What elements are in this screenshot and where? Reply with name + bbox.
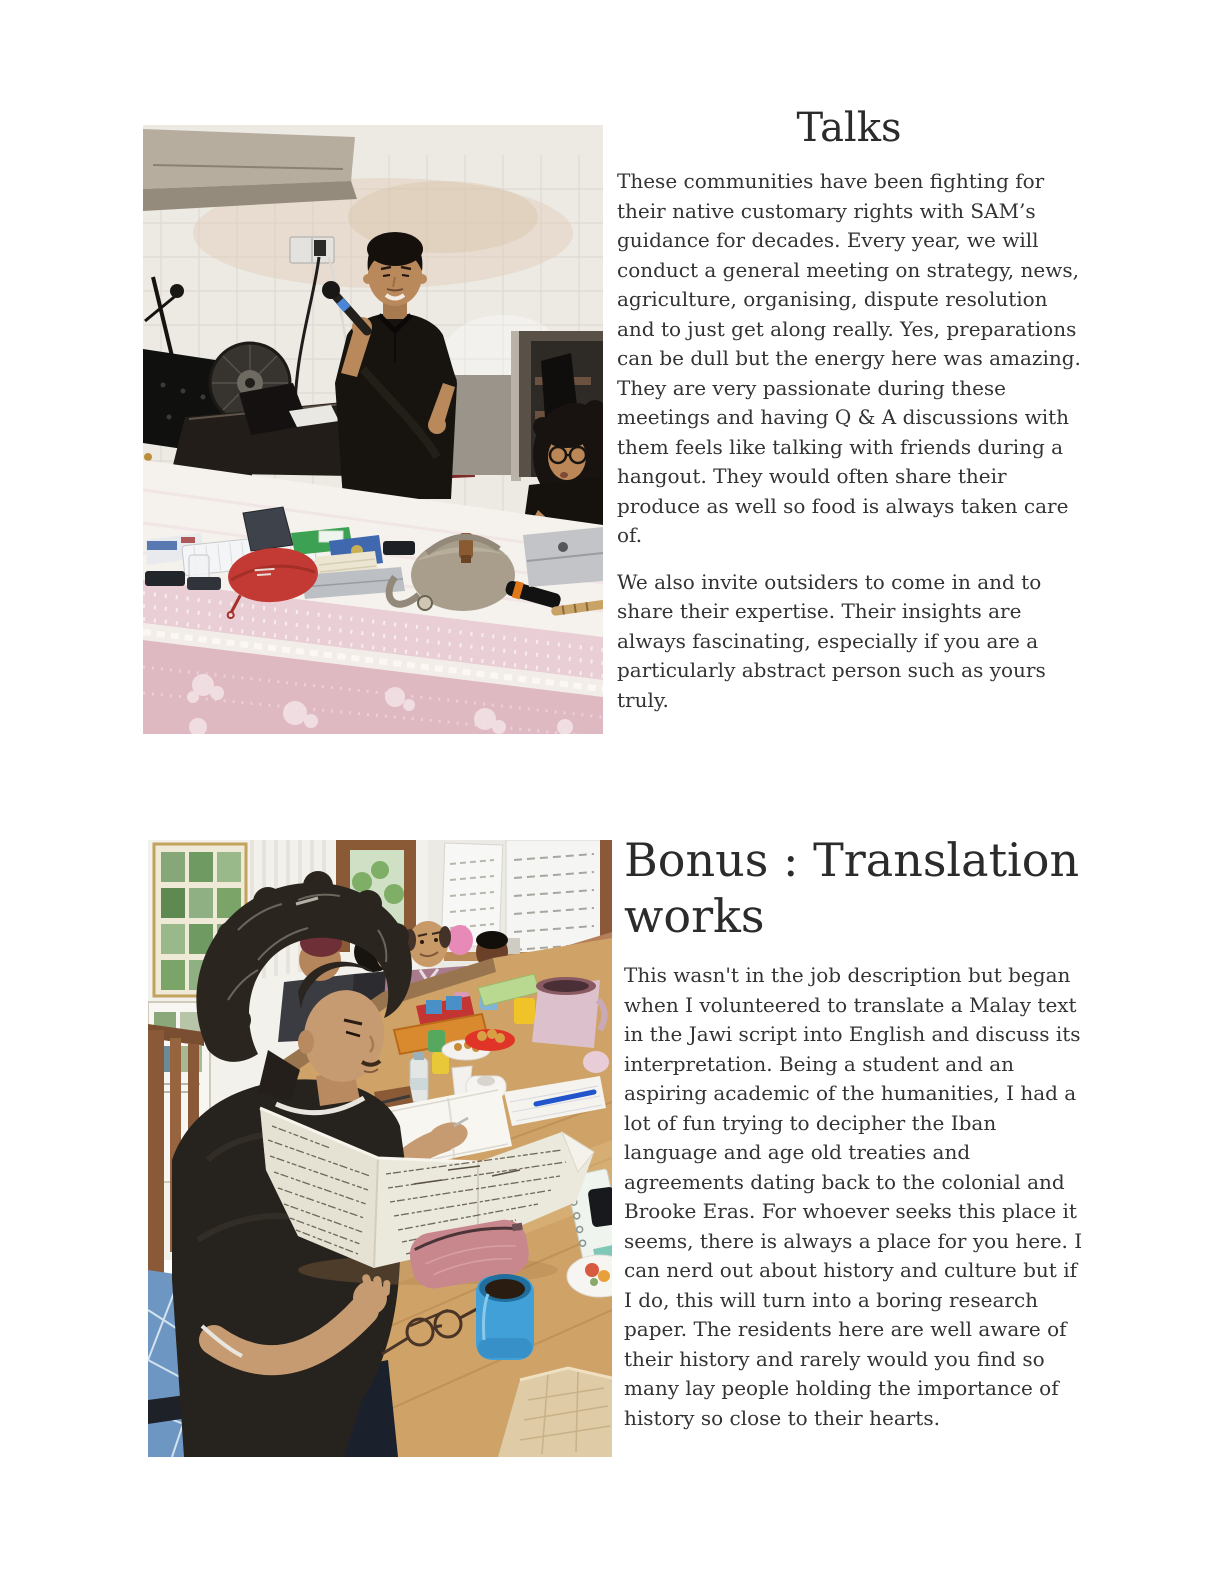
- talks-photo: [143, 125, 603, 734]
- talks-paragraph-2: We also invite outsiders to come in and to share their expertise. Their insights are always fascinating, especially if you are a particularly abstract person such as yours truly.: [617, 569, 1046, 712]
- bonus-text-column: [624, 832, 1086, 1450]
- black-phone: [383, 541, 415, 555]
- microphone-blue-band: [340, 301, 347, 309]
- coffee: [485, 1279, 525, 1299]
- pink-jug: [532, 977, 605, 1048]
- talks-paragraph-1: These communities have been fighting for their native customary rights with SAM’s guidance for decades. Every year, we will conduct a general meeting on strategy, news, agriculture, organising, dispute resolution and to just get along really. Yes, preparations can be dull but the energy here was amazing. They are very passionate during these meetings and having Q & A discussions with them feels like talking with friends during a hangout. They would often share their produce as well so food is always taken care of.: [617, 169, 1081, 547]
- talks-text-column: [617, 104, 1081, 732]
- watch: [418, 596, 432, 610]
- pink-bag: [447, 925, 473, 955]
- talks-heading: Talks: [796, 105, 902, 151]
- air-conditioner: [143, 129, 357, 211]
- blue-coffee-cup: [476, 1274, 534, 1360]
- translation-photo-illustration: [148, 840, 612, 1457]
- phone: [187, 577, 221, 590]
- translation-photo: [148, 840, 612, 1457]
- pink-cup: [583, 1051, 609, 1073]
- microphone-head: [322, 281, 340, 299]
- apple-logo: [558, 542, 568, 552]
- open-laptop: [523, 527, 603, 587]
- ear: [298, 1030, 314, 1054]
- yellow-cup: [514, 998, 535, 1024]
- talks-photo-illustration: [143, 125, 603, 734]
- bonus-paragraph-1: This wasn't in the job description but began when I volunteered to translate a Malay text in the Jawi script into English and discuss its interpretation. Being a student and an aspiring academic of the humanities, I had a lot of fun trying to decipher the Iban language and age old treaties and agreements dating back to the colonial and Brooke Eras. For whoever seeks this place it seems, there is always a place for you here. I can nerd out about history and culture but if I do, this will turn into a boring research paper. The residents here are well aware of their history and rarely would you find so many lay people holding the importance of history so close to their hearts.: [624, 963, 1083, 1430]
- phone: [145, 571, 185, 586]
- bonus-heading: Bonus : Translation works: [624, 833, 1080, 943]
